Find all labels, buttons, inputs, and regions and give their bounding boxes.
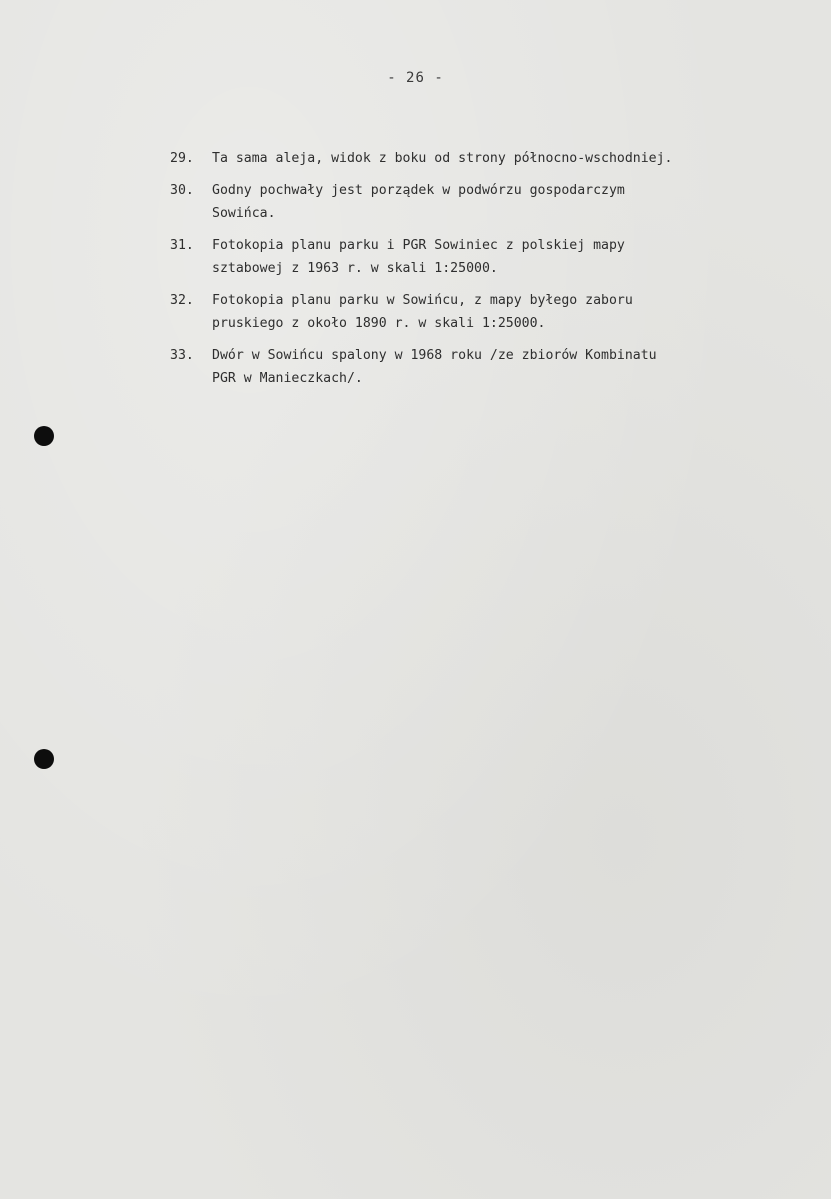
item-line: Fotokopia planu parku i PGR Sowiniec z polskiej mapy bbox=[212, 238, 625, 253]
list-item bbox=[170, 289, 820, 335]
item-line: Ta sama aleja, widok z boku od strony północno-wschodniej. bbox=[212, 151, 673, 166]
list-item bbox=[170, 344, 820, 390]
item-text bbox=[212, 234, 820, 280]
item-number: 31. bbox=[170, 238, 194, 253]
caption-list bbox=[170, 147, 820, 399]
item-line: pruskiego z około 1890 r. w skali 1:25000. bbox=[212, 316, 546, 331]
item-line: Fotokopia planu parku w Sowińcu, z mapy byłego zaboru bbox=[212, 293, 633, 308]
list-item bbox=[170, 234, 820, 280]
punch-hole-bottom bbox=[34, 749, 54, 769]
item-line: sztabowej z 1963 r. w skali 1:25000. bbox=[212, 261, 498, 276]
item-line: Dwór w Sowińcu spalony w 1968 roku /ze zbiorów Kombinatu bbox=[212, 348, 657, 363]
item-number: 30. bbox=[170, 183, 194, 198]
list-item bbox=[170, 147, 820, 170]
item-text bbox=[212, 289, 820, 335]
item-line: Godny pochwały jest porządek w podwórzu gospodarczym bbox=[212, 183, 625, 198]
item-text bbox=[212, 344, 820, 390]
page-number: - 26 - bbox=[387, 70, 444, 86]
item-number: 32. bbox=[170, 293, 194, 308]
item-text bbox=[212, 179, 820, 225]
item-text bbox=[212, 147, 820, 170]
punch-hole-top bbox=[34, 426, 54, 446]
item-line: PGR w Manieczkach/. bbox=[212, 371, 363, 386]
list-item bbox=[170, 179, 820, 225]
item-number: 33. bbox=[170, 348, 194, 363]
item-number: 29. bbox=[170, 151, 194, 166]
item-line: Sowińca. bbox=[212, 206, 276, 221]
